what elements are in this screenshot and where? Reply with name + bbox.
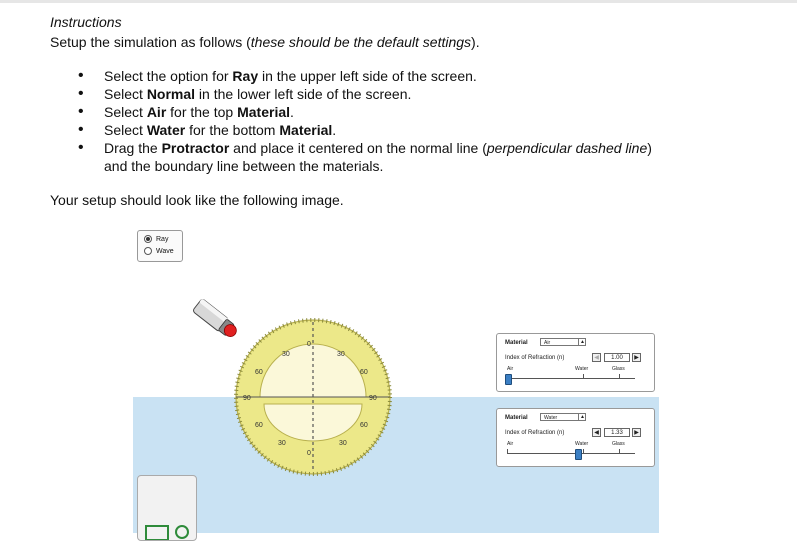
setup-steps — [50, 67, 770, 175]
step-2 — [50, 85, 770, 103]
closing-text: Your setup should look like the following image. — [50, 192, 344, 208]
slider-tick — [507, 449, 508, 454]
scale-label: Air — [507, 366, 514, 372]
laser-pointer-icon[interactable] — [192, 298, 240, 340]
step-bold: Water — [146, 122, 186, 138]
sensor-icon[interactable] — [176, 526, 188, 538]
step-text: . — [290, 104, 294, 120]
step-bold: Material — [279, 122, 333, 138]
step-text: Select — [104, 86, 147, 102]
step-bold: Ray — [232, 68, 259, 84]
top-index-value[interactable]: 1.00 — [604, 353, 630, 362]
step-bold: Normal — [146, 86, 196, 102]
slider-track[interactable] — [507, 453, 635, 454]
material-label: Material — [505, 340, 528, 346]
protractor[interactable] — [236, 320, 390, 474]
slider-tick — [583, 449, 584, 454]
protractor-label-60: 60 — [360, 422, 368, 429]
step-text: for the bottom — [185, 122, 280, 138]
step-bold: Material — [237, 104, 291, 120]
protractor-label-60: 60 — [255, 422, 263, 429]
bottom-index-value[interactable]: 1.33 — [604, 428, 630, 437]
protractor-label-90: 90 — [243, 395, 251, 402]
intro-end: ). — [471, 34, 480, 50]
step-text: and place it centered on the normal line ( — [229, 140, 487, 156]
scale-label: Water — [575, 366, 589, 372]
scale-label: Water — [575, 441, 589, 447]
step-text: and the boundary line between the materials. — [104, 158, 384, 174]
dropdown-arrow-icon[interactable]: ▲ — [578, 413, 586, 421]
protractor-label-0: 0 — [307, 450, 311, 457]
step-3 — [50, 103, 770, 121]
ray-label: Ray — [156, 236, 169, 243]
step-text: ) — [647, 140, 652, 156]
scale-label: Air — [507, 441, 514, 447]
increase-arrow-icon[interactable]: ▶ — [632, 428, 641, 437]
top-border — [0, 0, 797, 3]
index-label: Index of Refraction (n) — [505, 355, 565, 361]
bottom-material-panel — [496, 408, 655, 467]
scale-label: Glass — [612, 366, 625, 372]
intro-text — [50, 34, 480, 50]
protractor-label-60: 60 — [255, 369, 263, 376]
slider-tick — [583, 374, 584, 379]
dropdown-arrow-icon[interactable]: ▲ — [578, 338, 586, 346]
step-text: Select — [104, 104, 147, 120]
scale-label: Glass — [612, 441, 625, 447]
step-bold: Protractor — [161, 140, 230, 156]
top-material-dropdown[interactable]: Air — [540, 338, 586, 346]
step-5 — [50, 139, 770, 175]
step-text: Drag the — [104, 140, 162, 156]
step-text: Select the option for — [104, 68, 233, 84]
tools-box — [137, 475, 197, 541]
protractor-label-30: 30 — [337, 351, 345, 358]
protractor-label-60: 60 — [360, 369, 368, 376]
step-1 — [50, 67, 770, 85]
material-label: Material — [505, 415, 528, 421]
intensity-meter-icon[interactable] — [146, 526, 168, 540]
step-bold: Air — [146, 104, 167, 120]
intro-italic: these should be the default settings — [250, 34, 472, 50]
protractor-label-30: 30 — [278, 440, 286, 447]
slider-track[interactable] — [507, 378, 635, 379]
step-italic: perpendicular dashed line — [486, 140, 648, 156]
step-text: for the top — [166, 104, 238, 120]
top-slider-thumb[interactable] — [505, 374, 512, 385]
wave-label: Wave — [156, 248, 174, 255]
step-text: in the lower left side of the screen. — [195, 86, 412, 102]
protractor-label-30: 30 — [339, 440, 347, 447]
protractor-label-30: 30 — [282, 351, 290, 358]
decrease-arrow-icon[interactable]: ◀ — [592, 428, 601, 437]
index-label: Index of Refraction (n) — [505, 430, 565, 436]
decrease-arrow-icon[interactable]: ◀ — [592, 353, 601, 362]
step-4 — [50, 121, 770, 139]
top-material-panel — [496, 333, 655, 392]
protractor-label-90: 90 — [369, 395, 377, 402]
intro-start: Setup the simulation as follows ( — [50, 34, 251, 50]
step-text: . — [332, 122, 337, 138]
slider-tick — [619, 374, 620, 379]
slider-tick — [619, 449, 620, 454]
bottom-material-dropdown[interactable]: Water — [540, 413, 586, 421]
protractor-label-0: 0 — [307, 341, 311, 348]
increase-arrow-icon[interactable]: ▶ — [632, 353, 641, 362]
simulation-screenshot — [133, 226, 659, 533]
bottom-slider-thumb[interactable] — [575, 449, 582, 460]
instructions-heading: Instructions — [50, 14, 122, 30]
tool-icons — [138, 476, 196, 540]
step-text: Select — [104, 122, 147, 138]
step-text: in the upper left side of the screen. — [258, 68, 477, 84]
